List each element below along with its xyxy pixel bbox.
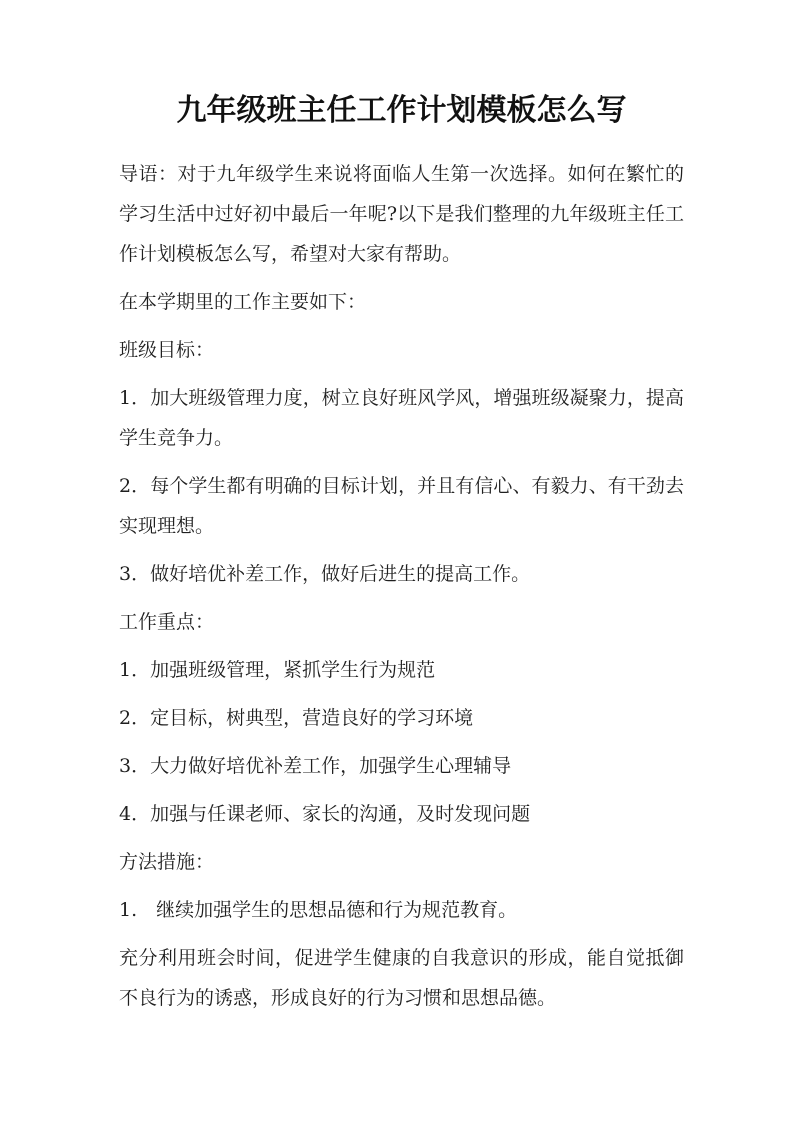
goal-item-1: 1．加大班级管理力度，树立良好班风学风，增强班级凝聚力，提高学生竞争力。 bbox=[119, 387, 684, 449]
focus-item-1: 1．加强班级管理，紧抓学生行为规范 bbox=[119, 659, 436, 681]
heading-work-focus: 工作重点： bbox=[119, 611, 215, 633]
goal-item-3: 3．做好培优补差工作，做好后进生的提高工作。 bbox=[119, 563, 531, 585]
focus-item-2: 2．定目标，树典型，营造良好的学习环境 bbox=[119, 707, 474, 729]
goal-item-2: 2．每个学生都有明确的目标计划，并且有信心、有毅力、有干劲去实现理想。 bbox=[119, 475, 684, 537]
paragraph-intro: 导语：对于九年级学生来说将面临人生第一次选择。如何在繁忙的学习生活中过好初中最后一年呢?以下是我们整理的九年级班主任工作计划模板怎么写，希望对大家有帮助。 bbox=[119, 163, 684, 265]
focus-item-3: 3．大力做好培优补差工作，加强学生心理辅导 bbox=[119, 755, 512, 777]
paragraph-lead-in: 在本学期里的工作主要如下： bbox=[119, 291, 367, 313]
focus-item-4: 4．加强与任课老师、家长的沟通，及时发现问题 bbox=[119, 803, 531, 825]
paragraph-method-detail: 充分利用班会时间，促进学生健康的自我意识的形成，能自觉抵御不良行为的诱惑，形成良好的行为习惯和思想品德。 bbox=[119, 947, 684, 1009]
page-title: 九年级班主任工作计划模板怎么写 bbox=[176, 93, 627, 128]
heading-class-goals: 班级目标： bbox=[119, 339, 215, 361]
heading-methods: 方法措施： bbox=[119, 851, 215, 873]
method-item-1: 1. 继续加强学生的思想品德和行为规范教育。 bbox=[119, 899, 518, 921]
